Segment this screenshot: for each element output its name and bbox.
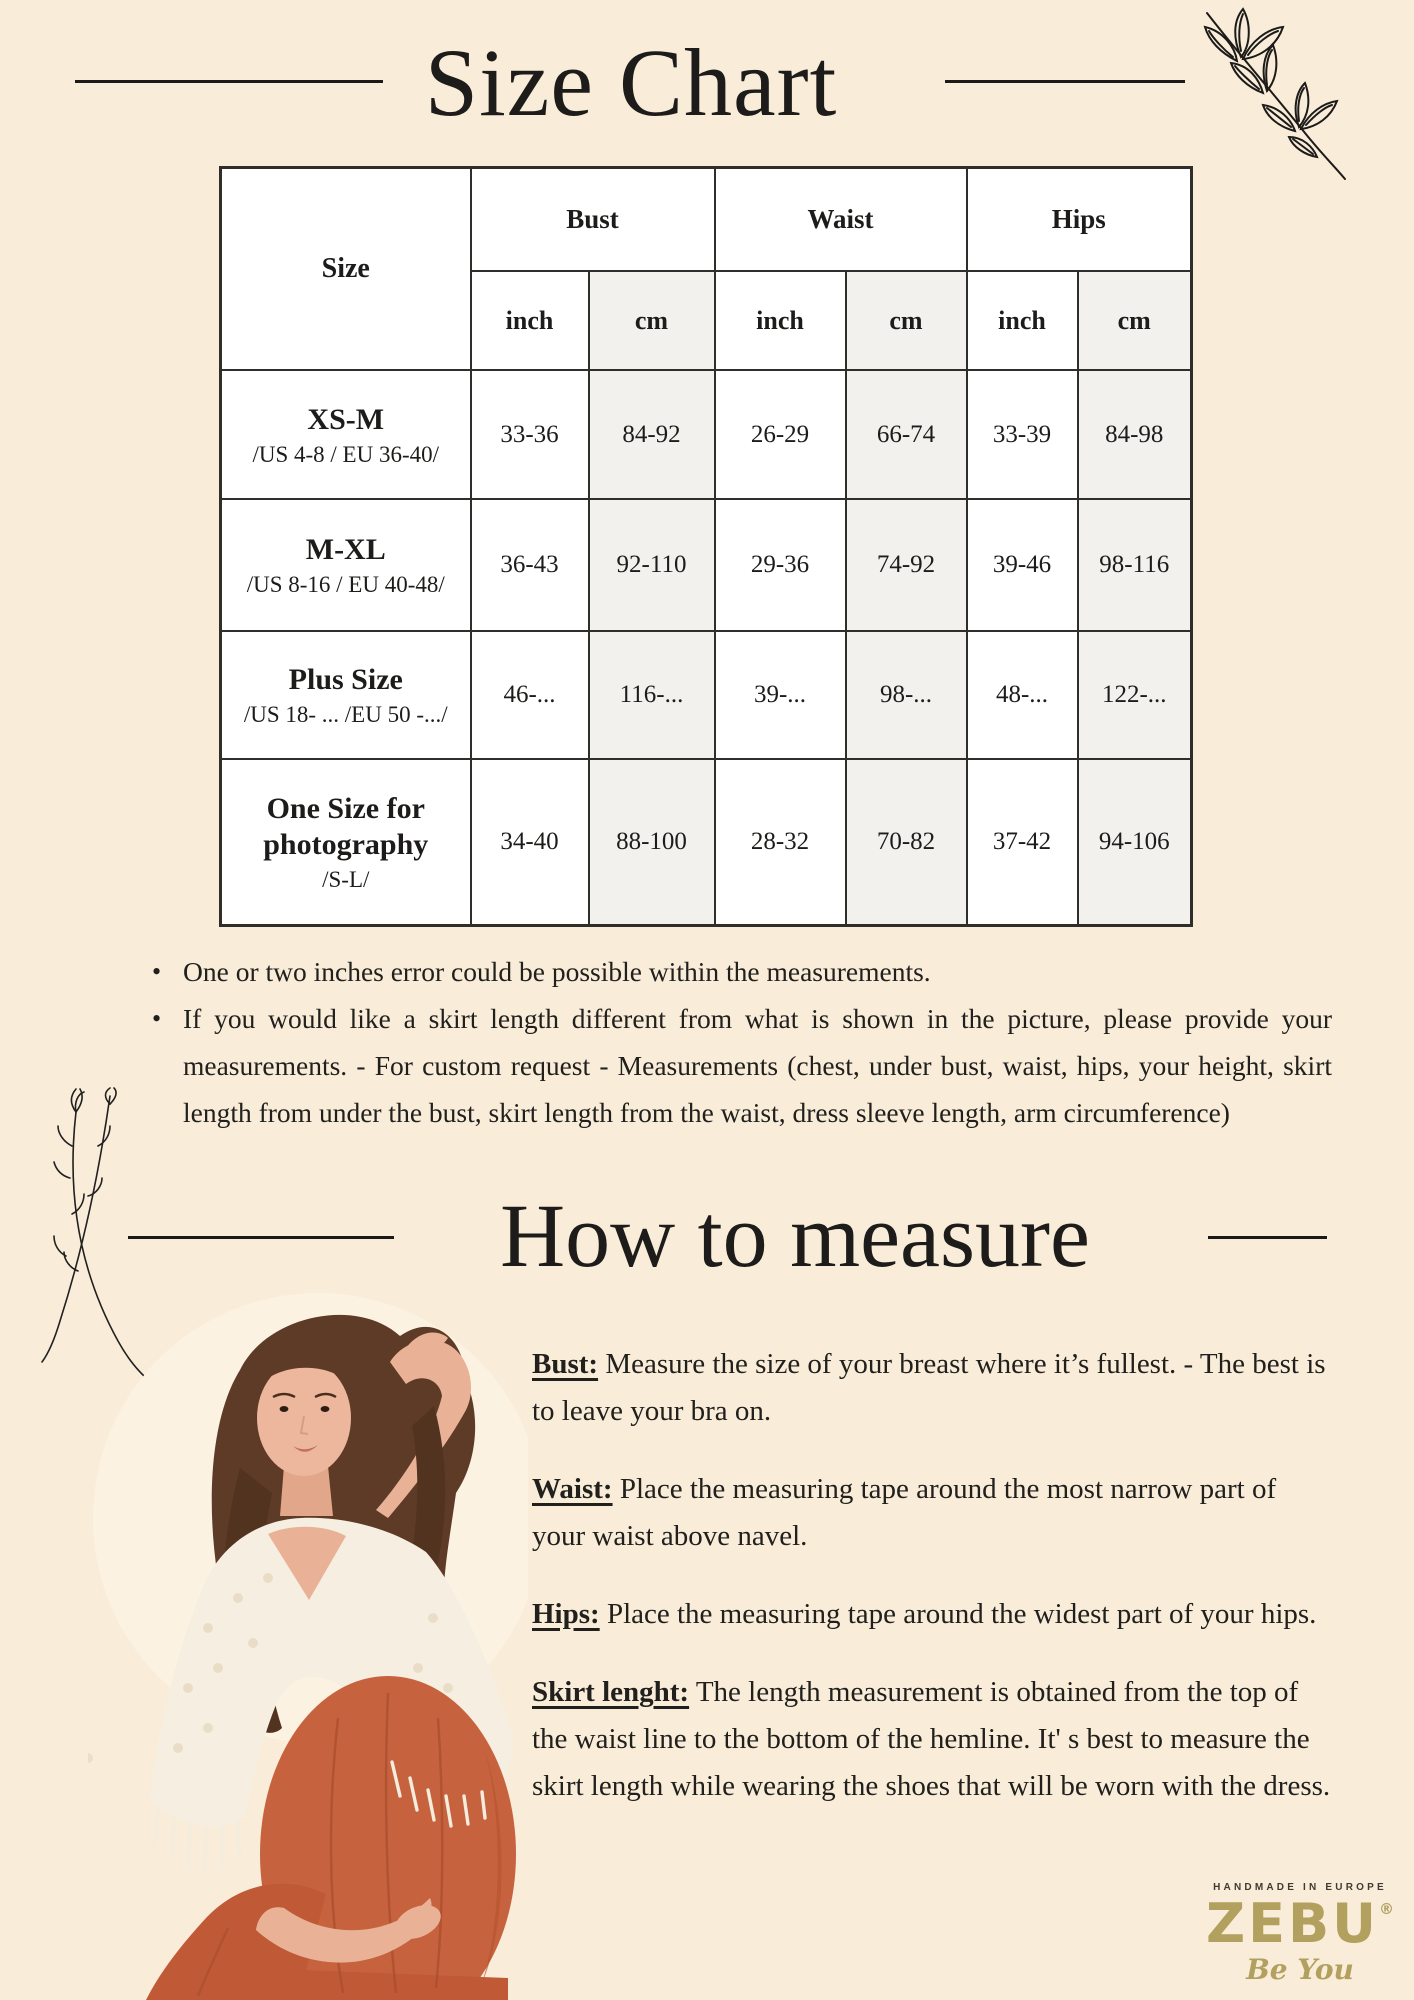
cell-waist-inch: 29-36 <box>715 499 846 631</box>
cell-bust-inch: 46-... <box>471 631 589 759</box>
cell-waist-cm: 74-92 <box>846 499 967 631</box>
cell-hips-cm: 122-... <box>1078 631 1192 759</box>
brand-wordmark: ZEBU <box>1205 1892 1380 1955</box>
cell-waist-inch: 26-29 <box>715 370 846 499</box>
size-name: One Size for photography <box>263 791 429 861</box>
instruction-text: Measure the size of your breast where it’s fullest. - The best is to leave your bra on. <box>532 1348 1326 1427</box>
instruction-bust <box>532 1341 1332 1435</box>
size-name: XS-M <box>307 402 385 436</box>
cell-hips-cm: 94-106 <box>1078 759 1192 925</box>
instruction-hips <box>532 1591 1332 1638</box>
cell-hips-cm: 98-116 <box>1078 499 1192 631</box>
size-name: M-XL <box>305 533 386 566</box>
row-label <box>221 370 471 499</box>
cell-waist-cm: 70-82 <box>846 759 967 925</box>
cell-hips-inch: 48-... <box>967 631 1078 759</box>
instructions <box>532 1341 1332 1841</box>
cell-bust-cm: 92-110 <box>589 499 715 631</box>
cell-bust-cm: 116-... <box>589 631 715 759</box>
cell-waist-inch: 28-32 <box>715 759 846 925</box>
instruction-label: Skirt lenght: <box>532 1676 690 1708</box>
waist-cm-header: cm <box>846 271 967 370</box>
cell-hips-inch: 33-39 <box>967 370 1078 499</box>
table-row <box>221 370 1192 499</box>
size-range: /US 18- ... /EU 50 -.../ <box>243 702 448 727</box>
waist-inch-header: inch <box>715 271 846 370</box>
cell-bust-cm: 84-92 <box>589 370 715 499</box>
table-row <box>221 499 1192 631</box>
cell-waist-cm: 98-... <box>846 631 967 759</box>
cell-bust-inch: 36-43 <box>471 499 589 631</box>
notes-list <box>150 948 1332 1136</box>
cell-waist-inch: 39-... <box>715 631 846 759</box>
cell-waist-cm: 66-74 <box>846 370 967 499</box>
hips-inch-header: inch <box>967 271 1078 370</box>
size-range: /US 8-16 / EU 40-48/ <box>246 572 445 597</box>
brand-name <box>1140 1892 1414 1955</box>
brand-tagline: HANDMADE IN EUROPE <box>1213 1882 1387 1893</box>
note-text: One or two inches error could be possible within the measurements. <box>183 956 931 987</box>
section-left-line <box>128 1236 394 1239</box>
cell-bust-inch: 33-36 <box>471 370 589 499</box>
bust-inch-header: inch <box>471 271 589 370</box>
hips-cm-header: cm <box>1078 271 1192 370</box>
branch-sketch-icon <box>1193 5 1353 183</box>
instruction-text: Place the measuring tape around the widest part of your hips. <box>599 1598 1317 1630</box>
header-bust: Bust <box>471 168 715 272</box>
instruction-text: Place the measuring tape around the most narrow part of your waist above navel. <box>532 1473 1277 1552</box>
title-left-line <box>75 80 383 83</box>
cell-hips-cm: 84-98 <box>1078 370 1192 499</box>
table-header-groups <box>221 168 1192 272</box>
size-range: /S-L/ <box>322 866 370 892</box>
instruction-waist <box>532 1466 1332 1560</box>
note-text: If you would like a skirt length different from what is shown in the picture, please provide your measurements. - For custom request - Measurements (chest, under bust, waist, hips, your height, skirt length from under the bust, skirt length from the waist, dress sleeve length, arm circumference) <box>183 1003 1332 1128</box>
instruction-text: The length measurement is obtained from the top of the waist line to the bottom of the hemline. It' s best to measure the skirt length while wearing the shoes that will be worn with the dress. <box>532 1676 1331 1802</box>
brand-logo <box>1140 1882 1414 1986</box>
row-label <box>221 759 471 925</box>
header-hips: Hips <box>967 168 1192 272</box>
cell-hips-inch: 37-42 <box>967 759 1078 925</box>
section-title: How to measure <box>500 1187 1090 1286</box>
note-item <box>150 948 1332 995</box>
table-row <box>221 759 1192 925</box>
row-label <box>221 499 471 631</box>
page-title: Size Chart <box>424 29 838 136</box>
instruction-skirt-length <box>532 1669 1332 1810</box>
instruction-label: Bust: <box>532 1348 599 1380</box>
size-name: Plus Size <box>288 663 403 696</box>
brand-slogan: Be You <box>1246 1953 1354 1986</box>
model-photo <box>88 1288 528 2000</box>
registered-mark-icon: ® <box>1379 1900 1395 1918</box>
instruction-label: Waist: <box>532 1473 613 1505</box>
cell-bust-cm: 88-100 <box>589 759 715 925</box>
section-right-line <box>1208 1236 1327 1239</box>
table-row <box>221 631 1192 759</box>
header-waist: Waist <box>715 168 967 272</box>
bust-cm-header: cm <box>589 271 715 370</box>
title-right-line <box>945 80 1185 83</box>
cell-hips-inch: 39-46 <box>967 499 1078 631</box>
size-table <box>219 166 1193 927</box>
note-item <box>150 995 1332 1136</box>
instruction-label: Hips: <box>532 1598 600 1630</box>
cell-bust-inch: 34-40 <box>471 759 589 925</box>
row-label <box>221 631 471 759</box>
size-range: /US 4-8 / EU 36-40/ <box>252 441 440 467</box>
header-size: Size <box>221 168 471 371</box>
